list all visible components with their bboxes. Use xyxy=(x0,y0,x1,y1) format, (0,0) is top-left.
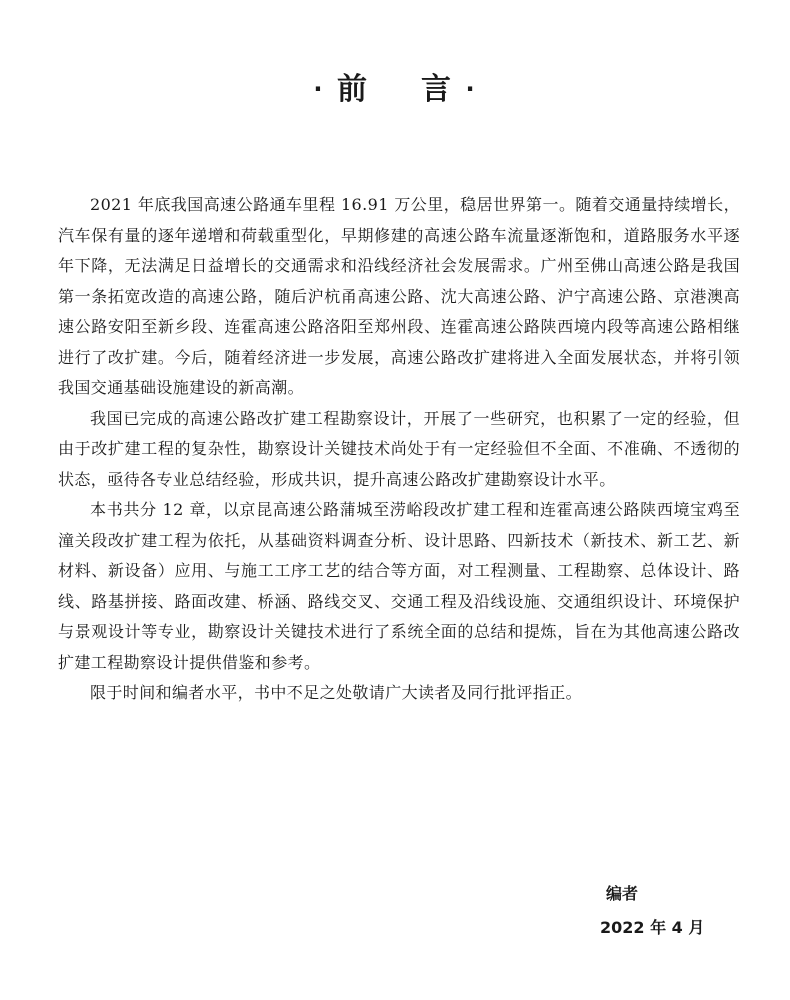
heading-dot-left: · xyxy=(313,74,325,103)
paragraph-4: 限于时间和编者水平，书中不足之处敬请广大读者及同行批评指正。 xyxy=(90,683,583,702)
paragraph-3: 本书共分 12 章，以京昆高速公路蒲城至涝峪段改扩建工程和连霍高速公路陕西境宝鸡至潼关段改扩建工程为依托，从基础资料调查分析、设计思路、四新技术（新技术、新工艺、新材料、新设备）应用、与施工工序工艺的结合等方面，对工程测量、工程勘察、总体设计、路线、路基拼接、路面改建、桥涵、路线交叉、交通工程及沿线设施、交通组织设计、环境保护与景观设计等专业，勘察设计关键技术进行了系统全面的总结和提炼，旨在为其他高速公路改扩建工程勘察设计提供借鉴和参考。 xyxy=(58,500,740,672)
signature-author: 编者 xyxy=(606,884,639,903)
heading-char-2: 言 xyxy=(421,72,453,107)
paragraph-2: 我国已完成的高速公路改扩建工程勘察设计，开展了一些研究，也积累了一定的经验，但由于改扩建工程的复杂性，勘察设计关键技术尚处于有一定经验但不全面、不准确、不透彻的状态，亟待各专业总结经验，形成共识，提升高速公路改扩建勘察设计水平。 xyxy=(58,408,740,489)
signature-date: 2022 年 4 月 xyxy=(600,918,705,937)
preface-body xyxy=(58,190,740,709)
heading-dot-right: · xyxy=(465,74,477,103)
paragraph-1: 2021 年底我国高速公路通车里程 16.91 万公里，稳居世界第一。随着交通量持续增长，汽车保有量的逐年递增和荷载重型化，早期修建的高速公路车流量逐渐饱和，道路服务水平逐年下降，无法满足日益增长的交通需求和沿线经济社会发展需求。广州至佛山高速公路是我国第一条拓宽改造的高速公路，随后沪杭甬高速公路、沈大高速公路、沪宁高速公路、京港澳高速公路安阳至新乡段、连霍高速公路洛阳至郑州段、连霍高速公路陕西境内段等高速公路相继进行了改扩建。今后，随着经济进一步发展，高速公路改扩建将进入全面发展状态，并将引领我国交通基础设施建设的新高潮。 xyxy=(58,195,740,397)
preface-heading xyxy=(0,70,790,111)
heading-char-1: 前 xyxy=(337,72,369,107)
